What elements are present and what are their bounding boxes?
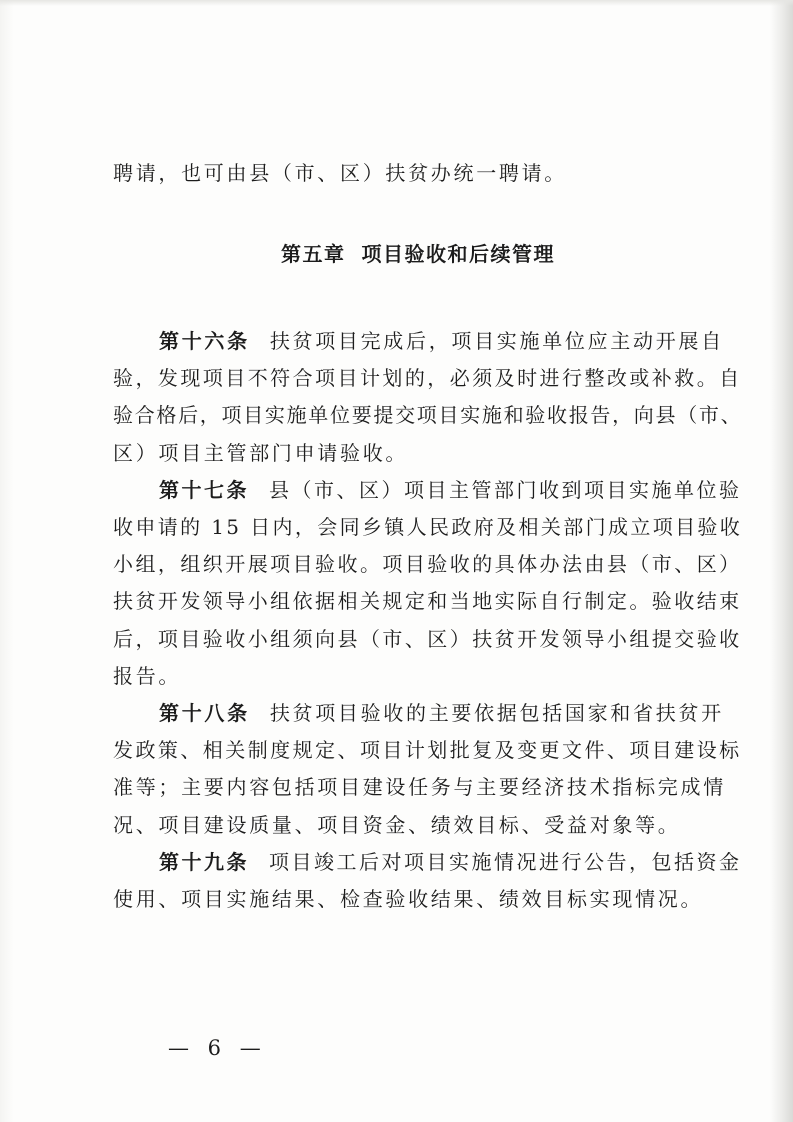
article-18-line-1 [159,699,724,727]
article-19-line-1 [159,848,742,876]
article-18-line-3: 准等；主要内容包括项目建设任务与主要经济技术指标完成情 [113,775,726,800]
article-18-line-2: 发政策、相关制度规定、项目计划批复及变更文件、项目建设标 [113,738,742,763]
article-17-line-2: 收申请的 15 日内，会同乡镇人民政府及相关部门成立项目验收 [113,515,743,539]
chapter-heading [281,240,555,268]
article-19-heading: 第十九条 [159,849,249,874]
article-17-line-4: 扶贫开发领导小组依据相关规定和当地实际自行制定。验收结束 [113,589,742,614]
article-17-heading: 第十七条 [159,477,249,502]
article-17-line-1 [159,476,742,504]
article-18-text: 扶贫项目验收的主要依据包括国家和省扶贫开 [269,701,724,725]
chapter-number: 第五章 [281,242,346,266]
continuation-line: 聘请，也可由县（市、区）扶贫办统一聘请。 [113,161,567,185]
article-18-line-4: 况、项目建设质量、项目资金、绩效目标、受益对象等。 [113,812,681,837]
scan-edge [0,0,793,6]
article-16-heading: 第十六条 [159,329,250,353]
article-16-line-1 [159,327,724,355]
article-17-line-3: 小组，组织开展项目验收。项目验收的具体办法由县（市、区） [113,552,742,577]
article-16-line-2: 验，发现项目不符合项目计划的，必须及时进行整改或补救。自 [113,366,742,391]
article-18-heading: 第十八条 [159,701,250,725]
article-17-text: 县（市、区）项目主管部门收到项目实施单位验 [269,477,742,502]
page-number: — 6 — [168,1036,267,1060]
article-16-line-3: 验合格后，项目实施单位要提交项目实施和验收报告，向县（市、 [113,403,743,428]
article-17-line-6: 报告。 [113,663,182,688]
article-19-text: 项目竣工后对项目实施情况进行公告，包括资金 [269,849,742,874]
article-17-line-5: 后，项目验收小组须向县（市、区）扶贫开发领导小组提交验收 [113,626,742,651]
article-16-line-4: 区）项目主管部门申请验收。 [113,440,409,465]
article-19-line-2: 使用、项目实施结果、检查验收结果、绩效目标实现情况。 [113,887,704,911]
article-16-text: 扶贫项目完成后，项目实施单位应主动开展自 [269,329,724,353]
chapter-title: 项目验收和后续管理 [361,242,555,266]
